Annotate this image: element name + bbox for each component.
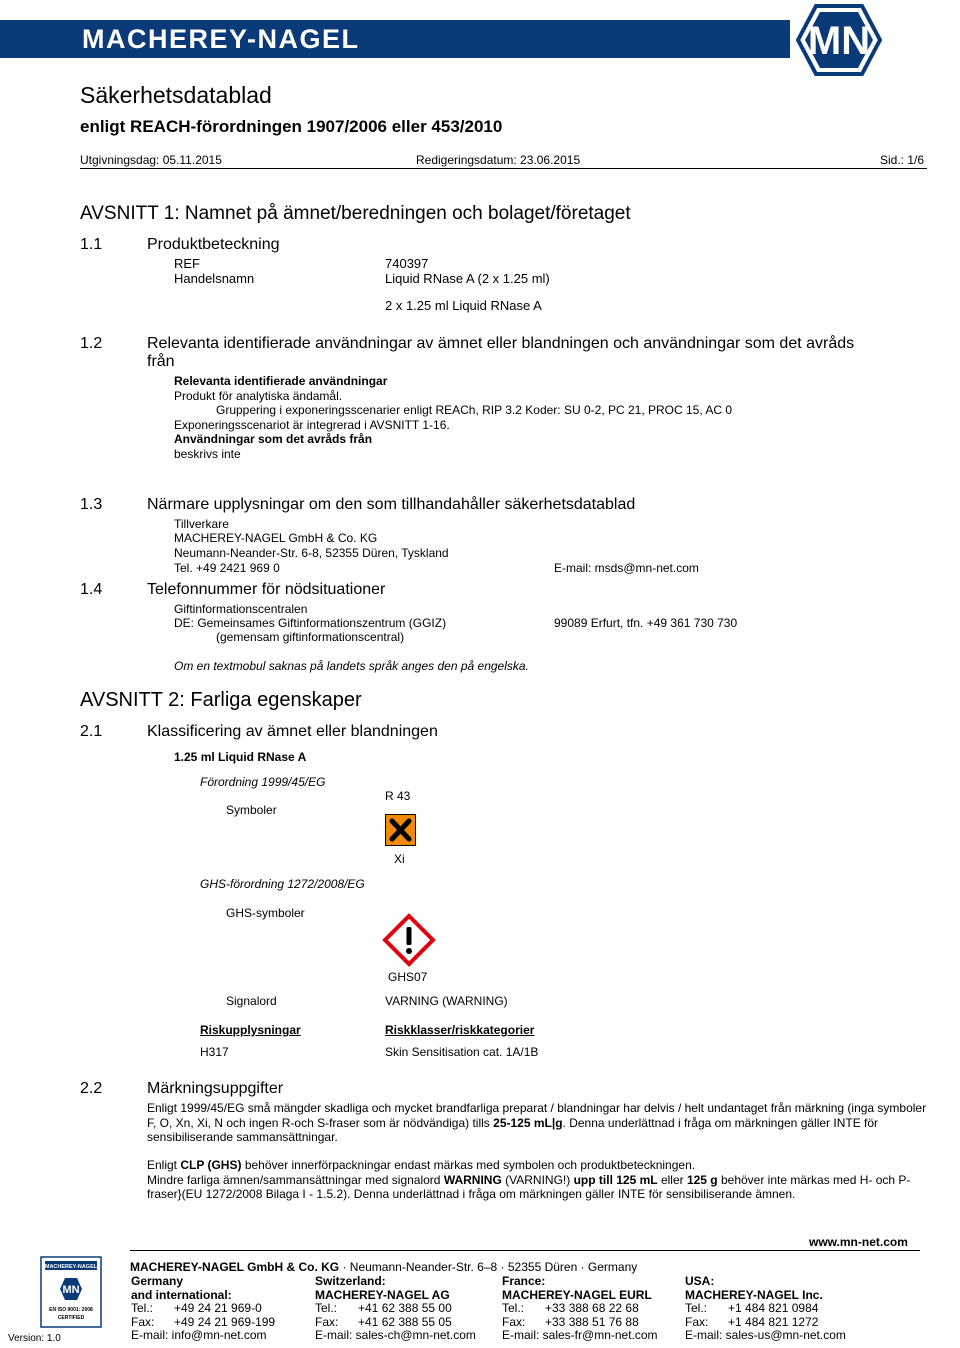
signal-word-value: VARNING (WARNING) xyxy=(385,994,508,1008)
section-2-title: AVSNITT 2: Farliga egenskaper xyxy=(80,689,362,711)
trade-name-value-2: 2 x 1.25 ml Liquid RNase A xyxy=(385,298,542,313)
mn-logo-icon xyxy=(778,2,900,78)
manufacturer-name: MACHEREY-NAGEL GmbH & Co. KG xyxy=(174,531,378,545)
footer-website: www.mn-net.com xyxy=(809,1235,908,1249)
footer-divider xyxy=(130,1250,920,1251)
uses-heading: Relevanta identifierade användningar xyxy=(174,374,388,388)
ref-label: REF xyxy=(174,256,200,271)
footer-company-line: MACHEREY-NAGEL GmbH & Co. KG · Neumann-Neander-Str. 6–8 · 52355 Düren · Germany xyxy=(130,1260,638,1274)
product-name: 1.25 ml Liquid RNase A xyxy=(174,750,307,764)
ref-value: 740397 xyxy=(385,256,429,271)
exposure-text: Exponeringsscenariot är integrerad i AVSNITT 1-16. xyxy=(174,418,450,432)
s11-title: Produktbeteckning xyxy=(147,236,280,253)
manufacturer-address: Neumann-Neander-Str. 6-8, 52355 Düren, Tyskland xyxy=(174,546,449,560)
ghs07-label: GHS07 xyxy=(388,970,428,984)
s22-title: Märkningsuppgifter xyxy=(147,1080,284,1097)
svg-text:EN ISO 9001: 2008: EN ISO 9001: 2008 xyxy=(49,1307,93,1313)
footer-col-france: France: MACHEREY-NAGEL EURL Tel.: +33 388 68 22 68 Fax: +33 388 51 76 88 E-mail: sales-fr@mn-net.com xyxy=(502,1274,658,1342)
r-phrase: R 43 xyxy=(385,789,411,803)
uses-text: Produkt för analytiska ändamål. xyxy=(174,389,343,403)
s14-title: Telefonnummer för nödsituationer xyxy=(147,581,386,598)
svg-text:MACHEREY-NAGEL: MACHEREY-NAGEL xyxy=(44,1264,98,1270)
page-number: Sid.: 1/6 xyxy=(880,153,925,167)
logo-text: MN xyxy=(807,19,871,63)
footer-col-germany: Germany and international: Tel.: +49 24 21 969-0 Fax: +49 24 21 969-199 E-mail: info@mn-net.com xyxy=(131,1274,276,1342)
iso-certification-seal-icon xyxy=(40,1256,102,1328)
trade-name-value: Liquid RNase A (2 x 1.25 ml) xyxy=(385,271,550,286)
svg-text:CERTIFIED: CERTIFIED xyxy=(57,1315,85,1321)
svg-text:MN: MN xyxy=(62,1284,80,1296)
s21-title: Klassificering av ämnet eller blandningen xyxy=(147,723,438,740)
header-divider xyxy=(80,168,927,169)
trade-name-label: Handelsnamn xyxy=(174,271,255,286)
manufacturer-tel: Tel. +49 2421 969 0 xyxy=(174,561,280,575)
ghs-regulation-label: GHS-förordning 1272/2008/EG xyxy=(200,877,365,891)
xi-cross-icon xyxy=(385,814,416,846)
risk-statements-heading: Riskupplysningar xyxy=(200,1023,301,1037)
document-subtitle: enligt REACH-förordningen 1907/2006 eller 453/2010 xyxy=(80,117,503,136)
s12-number: 1.2 xyxy=(80,335,103,352)
document-title: Säkerhetsdatablad xyxy=(80,82,272,108)
directive-label: Förordning 1999/45/EG xyxy=(200,775,326,789)
risk-classes-heading: Riskklasser/riskkategorier xyxy=(385,1023,535,1037)
s22-number: 2.2 xyxy=(80,1080,103,1097)
hazard-class: Skin Sensitisation cat. 1A/1B xyxy=(385,1045,539,1059)
poison-center-phone: 99089 Erfurt, tfn. +49 361 730 730 xyxy=(554,616,738,630)
language-note: Om en textmobul saknas på landets språk anges den på engelska. xyxy=(174,659,529,673)
footer-col-switzerland: Switzerland: MACHEREY-NAGEL AG Tel.: +41 62 388 55 00 Fax: +41 62 388 55 05 E-mail: sales-ch@mn-net.com xyxy=(315,1274,476,1342)
advised-text: beskrivs inte xyxy=(174,447,241,461)
labelling-paragraph-2: Enligt CLP (GHS) behöver innerförpackningar endast märkas med symbolen och produktbeteckningen. Mindre farliga ämnen/sammansättningar med signalord WARNING (VARNING!) upp till 125 mL eller 125 g behöver inte märkas med H- och P-fraser}(EU 1272/2008 Bilaga I - 1.5.2). Denna underlättnad i fråga om märkningen gäller INTE för sensibiliserande ämnen. xyxy=(147,1158,911,1201)
version-label: Version: 1.0 xyxy=(8,1333,61,1344)
ghs-symbols-label: GHS-symboler xyxy=(226,906,305,920)
revision-date: Redigeringsdatum: 23.06.2015 xyxy=(416,153,581,167)
symbols-label: Symboler xyxy=(226,803,277,817)
xi-label: Xi xyxy=(394,852,405,866)
manufacturer-label: Tillverkare xyxy=(174,517,229,531)
signal-word-label: Signalord xyxy=(226,994,277,1008)
manufacturer-email: E-mail: msds@mn-net.com xyxy=(554,561,699,575)
s13-number: 1.3 xyxy=(80,496,103,513)
s12-title-line1: Relevanta identifierade användningar av ämnet eller blandningen och användningar som det avråds xyxy=(147,335,855,352)
s12-title-line2: från xyxy=(147,353,175,370)
brand-name: MACHEREY-NAGEL xyxy=(82,24,360,54)
poison-center-label: Giftinformationscentralen xyxy=(174,602,308,616)
advised-heading: Användningar som det avråds från xyxy=(174,432,373,446)
poison-center-de: DE: Gemeinsames Giftinformationszentrum (GGIZ) xyxy=(174,616,447,630)
ghs07-exclamation-icon xyxy=(382,913,436,967)
section-1-title: AVSNITT 1: Namnet på ämnet/beredningen och bolaget/företaget xyxy=(80,203,631,224)
s13-title: Närmare upplysningar om den som tillhandahåller säkerhetsdatablad xyxy=(147,496,636,513)
s21-number: 2.1 xyxy=(80,723,103,740)
hazard-code: H317 xyxy=(200,1045,229,1059)
s11-number: 1.1 xyxy=(80,236,103,253)
labelling-paragraph-1: Enligt 1999/45/EG små mängder skadliga och mycket brandfarliga preparat / blandningar har delvis / helt undantaget från märkning (inga symboler F, O, Xn, Xi, N och ingen R-och S-fraser som är nödvändiga) tills 25-125 mL|g. Denna underlättnad i fråga om märkningen gäller INTE för sensibiliserande sammansättningar. xyxy=(147,1101,927,1144)
footer-col-usa: USA: MACHEREY-NAGEL Inc. Tel.: +1 484 821 0984 Fax: +1 484 821 1272 E-mail: sales-us@mn-net.com xyxy=(685,1274,846,1342)
s14-number: 1.4 xyxy=(80,581,103,598)
grouping-text: Gruppering i exponeringsscenarier enligt REACh, RIP 3.2 Koder: SU 0-2, PC 21, PROC 15, AC 0 xyxy=(216,403,733,417)
issue-date: Utgivningsdag: 05.11.2015 xyxy=(80,153,222,167)
footer xyxy=(0,1232,960,1348)
poison-center-translation: (gemensam giftinformationscentral) xyxy=(216,630,405,644)
